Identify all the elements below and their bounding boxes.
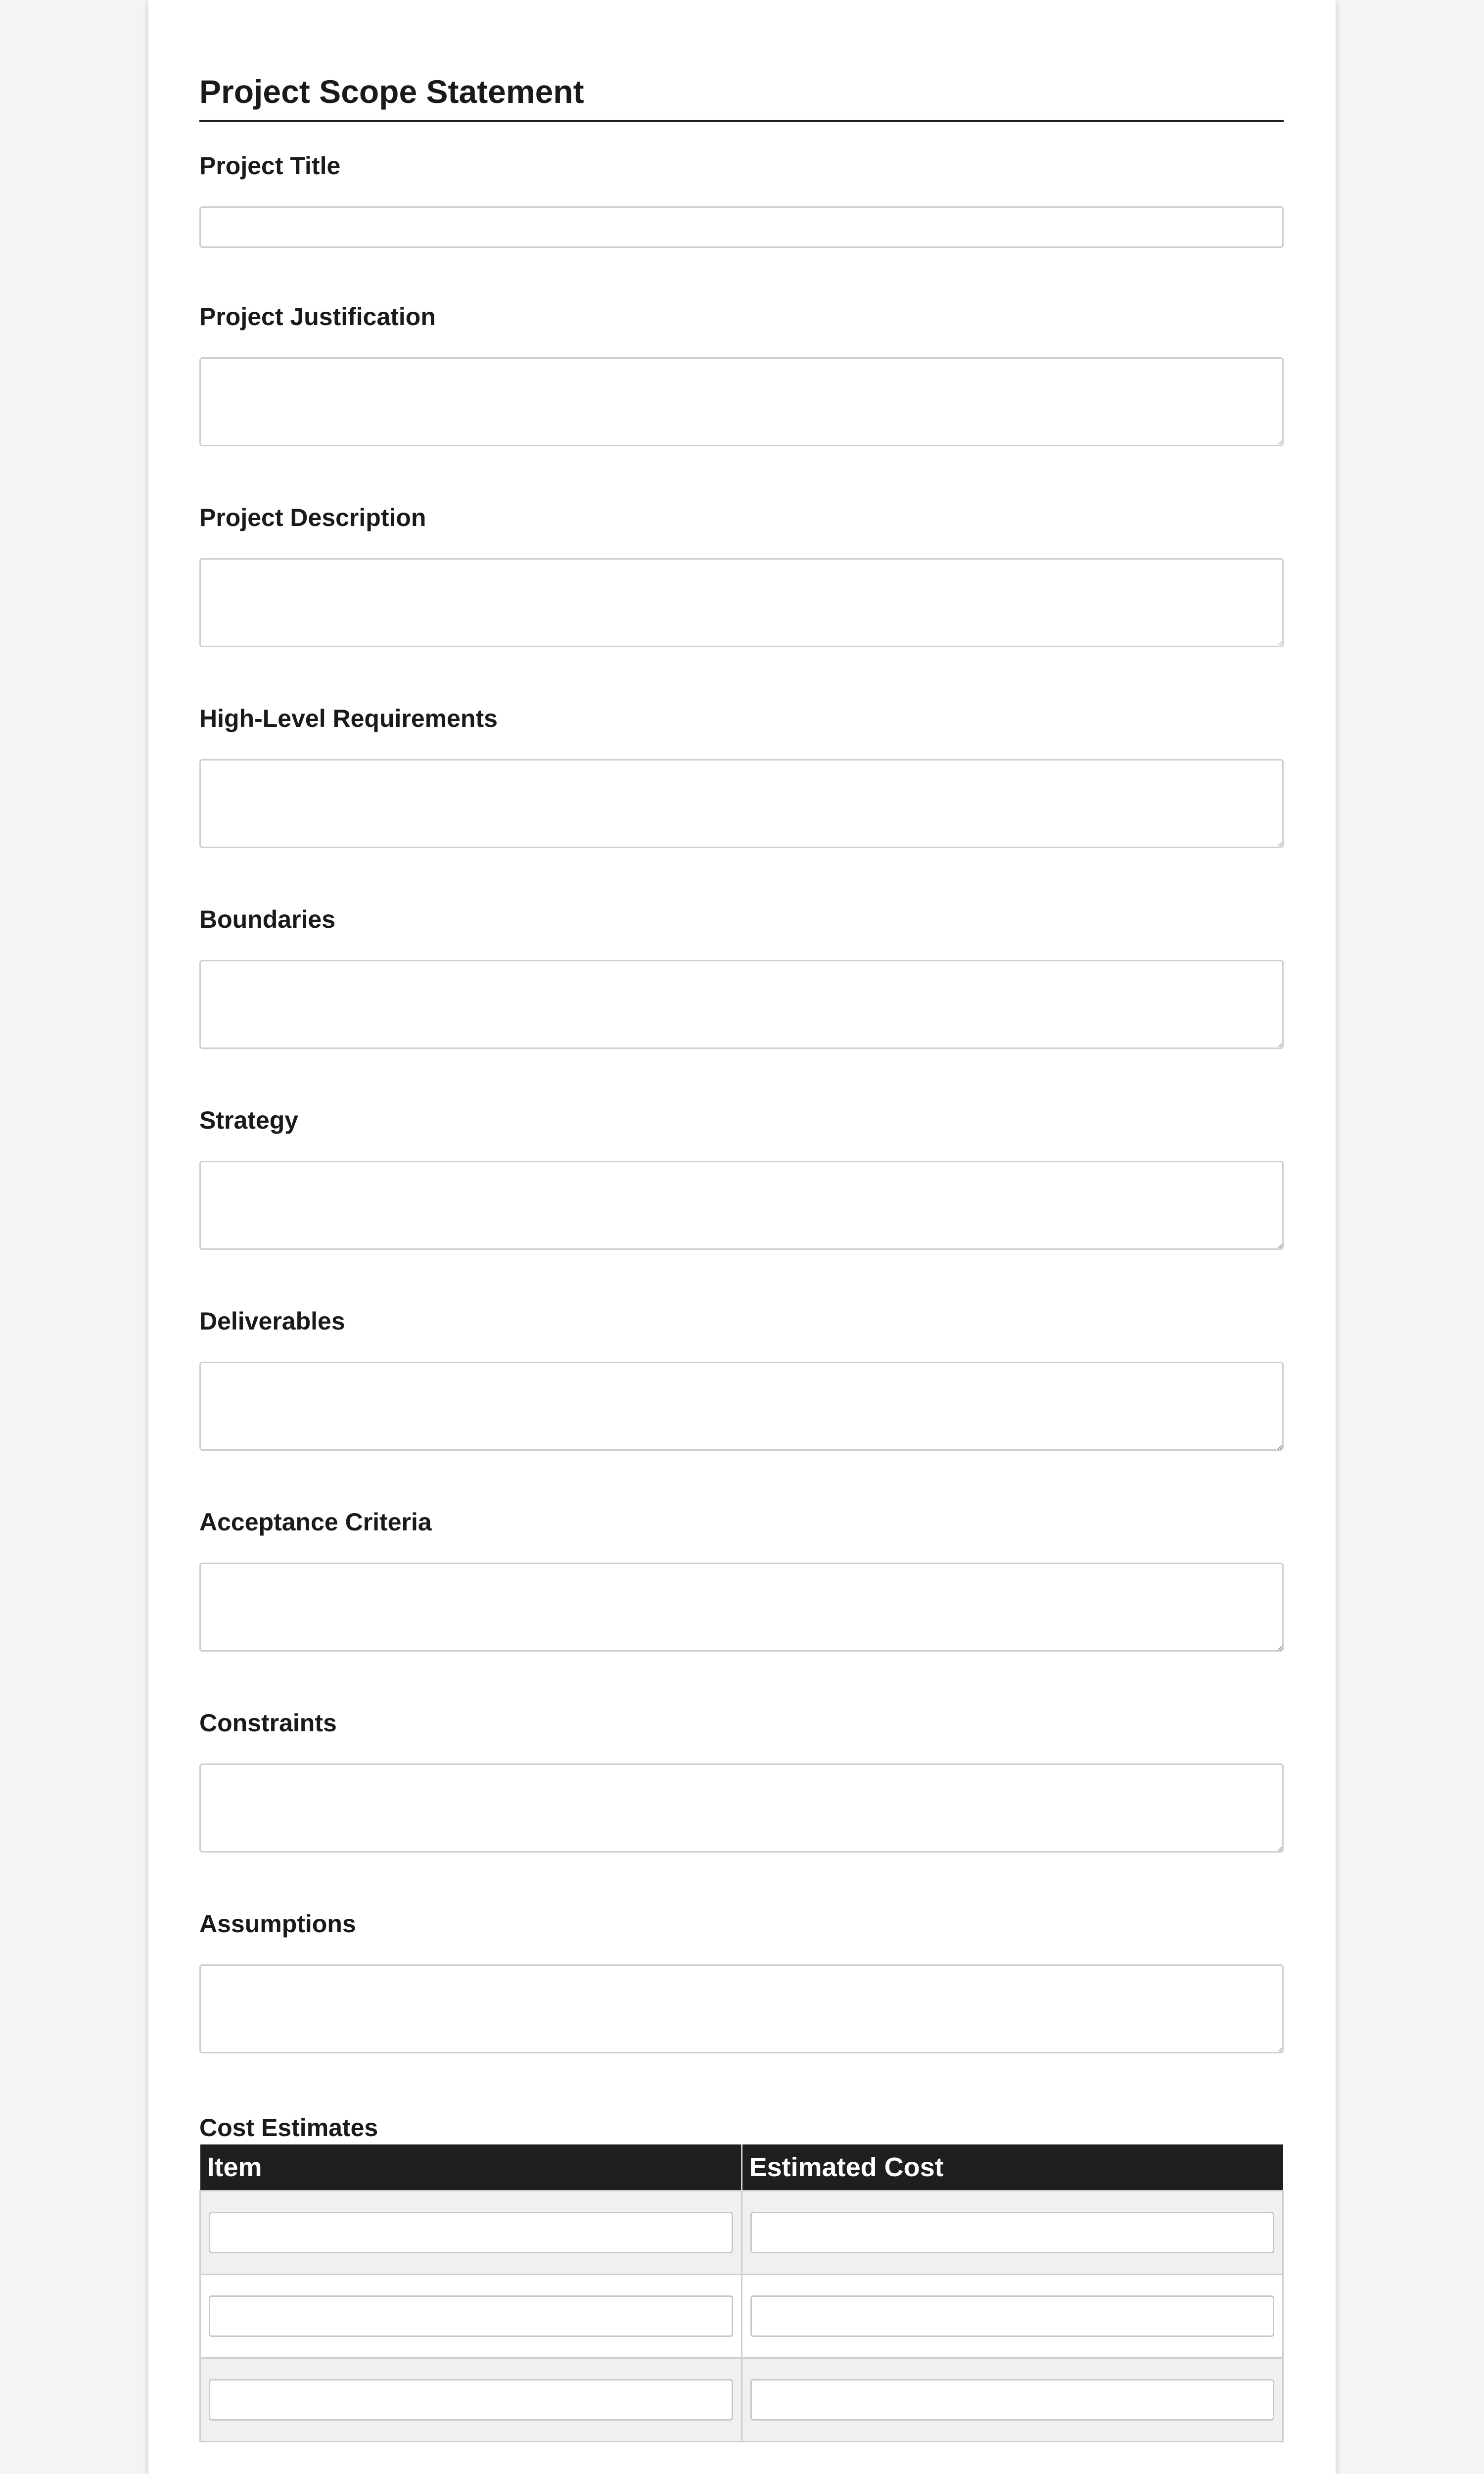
constraints-textarea[interactable] xyxy=(199,1763,1284,1853)
cost-item-input[interactable] xyxy=(209,2379,733,2421)
title-divider xyxy=(199,120,1284,122)
table-row xyxy=(200,2191,1283,2275)
estimated-cost-input[interactable] xyxy=(750,2379,1275,2421)
section-heading: Strategy xyxy=(199,1106,299,1134)
cost-estimates-table xyxy=(199,2144,1284,2442)
section-constraints xyxy=(199,1708,1284,1853)
project-title-input[interactable] xyxy=(199,206,1284,248)
section-project-title xyxy=(199,151,1284,248)
section-heading: Constraints xyxy=(199,1709,337,1737)
document-sheet xyxy=(148,0,1336,2474)
section-assumptions xyxy=(199,1909,1284,2053)
column-header-estimated-cost: Estimated Cost xyxy=(742,2144,1283,2191)
section-boundaries xyxy=(199,904,1284,1049)
project-description-textarea[interactable] xyxy=(199,558,1284,647)
section-cost-estimates xyxy=(199,2113,1284,2442)
table-cell xyxy=(742,2275,1283,2358)
section-heading: Project Justification xyxy=(199,303,436,331)
table-row xyxy=(200,2275,1283,2358)
section-justification xyxy=(199,302,1284,446)
high-level-requirements-textarea[interactable] xyxy=(199,759,1284,848)
section-description xyxy=(199,503,1284,647)
cost-item-input[interactable] xyxy=(209,2212,733,2253)
table-row xyxy=(200,2358,1283,2442)
table-cell xyxy=(742,2358,1283,2442)
section-heading: Project Title xyxy=(199,152,341,180)
estimated-cost-input[interactable] xyxy=(750,2295,1275,2337)
section-deliverables xyxy=(199,1306,1284,1451)
section-heading: Assumptions xyxy=(199,1910,356,1938)
section-strategy xyxy=(199,1105,1284,1250)
acceptance-criteria-textarea[interactable] xyxy=(199,1563,1284,1652)
section-requirements xyxy=(199,704,1284,848)
table-cell xyxy=(200,2275,742,2358)
section-heading: High-Level Requirements xyxy=(199,705,498,732)
table-header-row xyxy=(200,2144,1283,2191)
section-heading: Deliverables xyxy=(199,1307,345,1335)
section-heading: Acceptance Criteria xyxy=(199,1508,432,1536)
section-heading: Cost Estimates xyxy=(199,2114,378,2141)
estimated-cost-input[interactable] xyxy=(750,2212,1275,2253)
table-cell xyxy=(200,2358,742,2442)
page-title: Project Scope Statement xyxy=(199,73,584,110)
strategy-textarea[interactable] xyxy=(199,1161,1284,1250)
table-cell xyxy=(742,2191,1283,2275)
section-acceptance xyxy=(199,1507,1284,1652)
section-heading: Project Description xyxy=(199,504,426,531)
section-heading: Boundaries xyxy=(199,905,336,933)
boundaries-textarea[interactable] xyxy=(199,960,1284,1049)
deliverables-textarea[interactable] xyxy=(199,1362,1284,1451)
table-cell xyxy=(200,2191,742,2275)
project-justification-textarea[interactable] xyxy=(199,357,1284,446)
cost-item-input[interactable] xyxy=(209,2295,733,2337)
assumptions-textarea[interactable] xyxy=(199,1964,1284,2053)
column-header-item: Item xyxy=(200,2144,742,2191)
